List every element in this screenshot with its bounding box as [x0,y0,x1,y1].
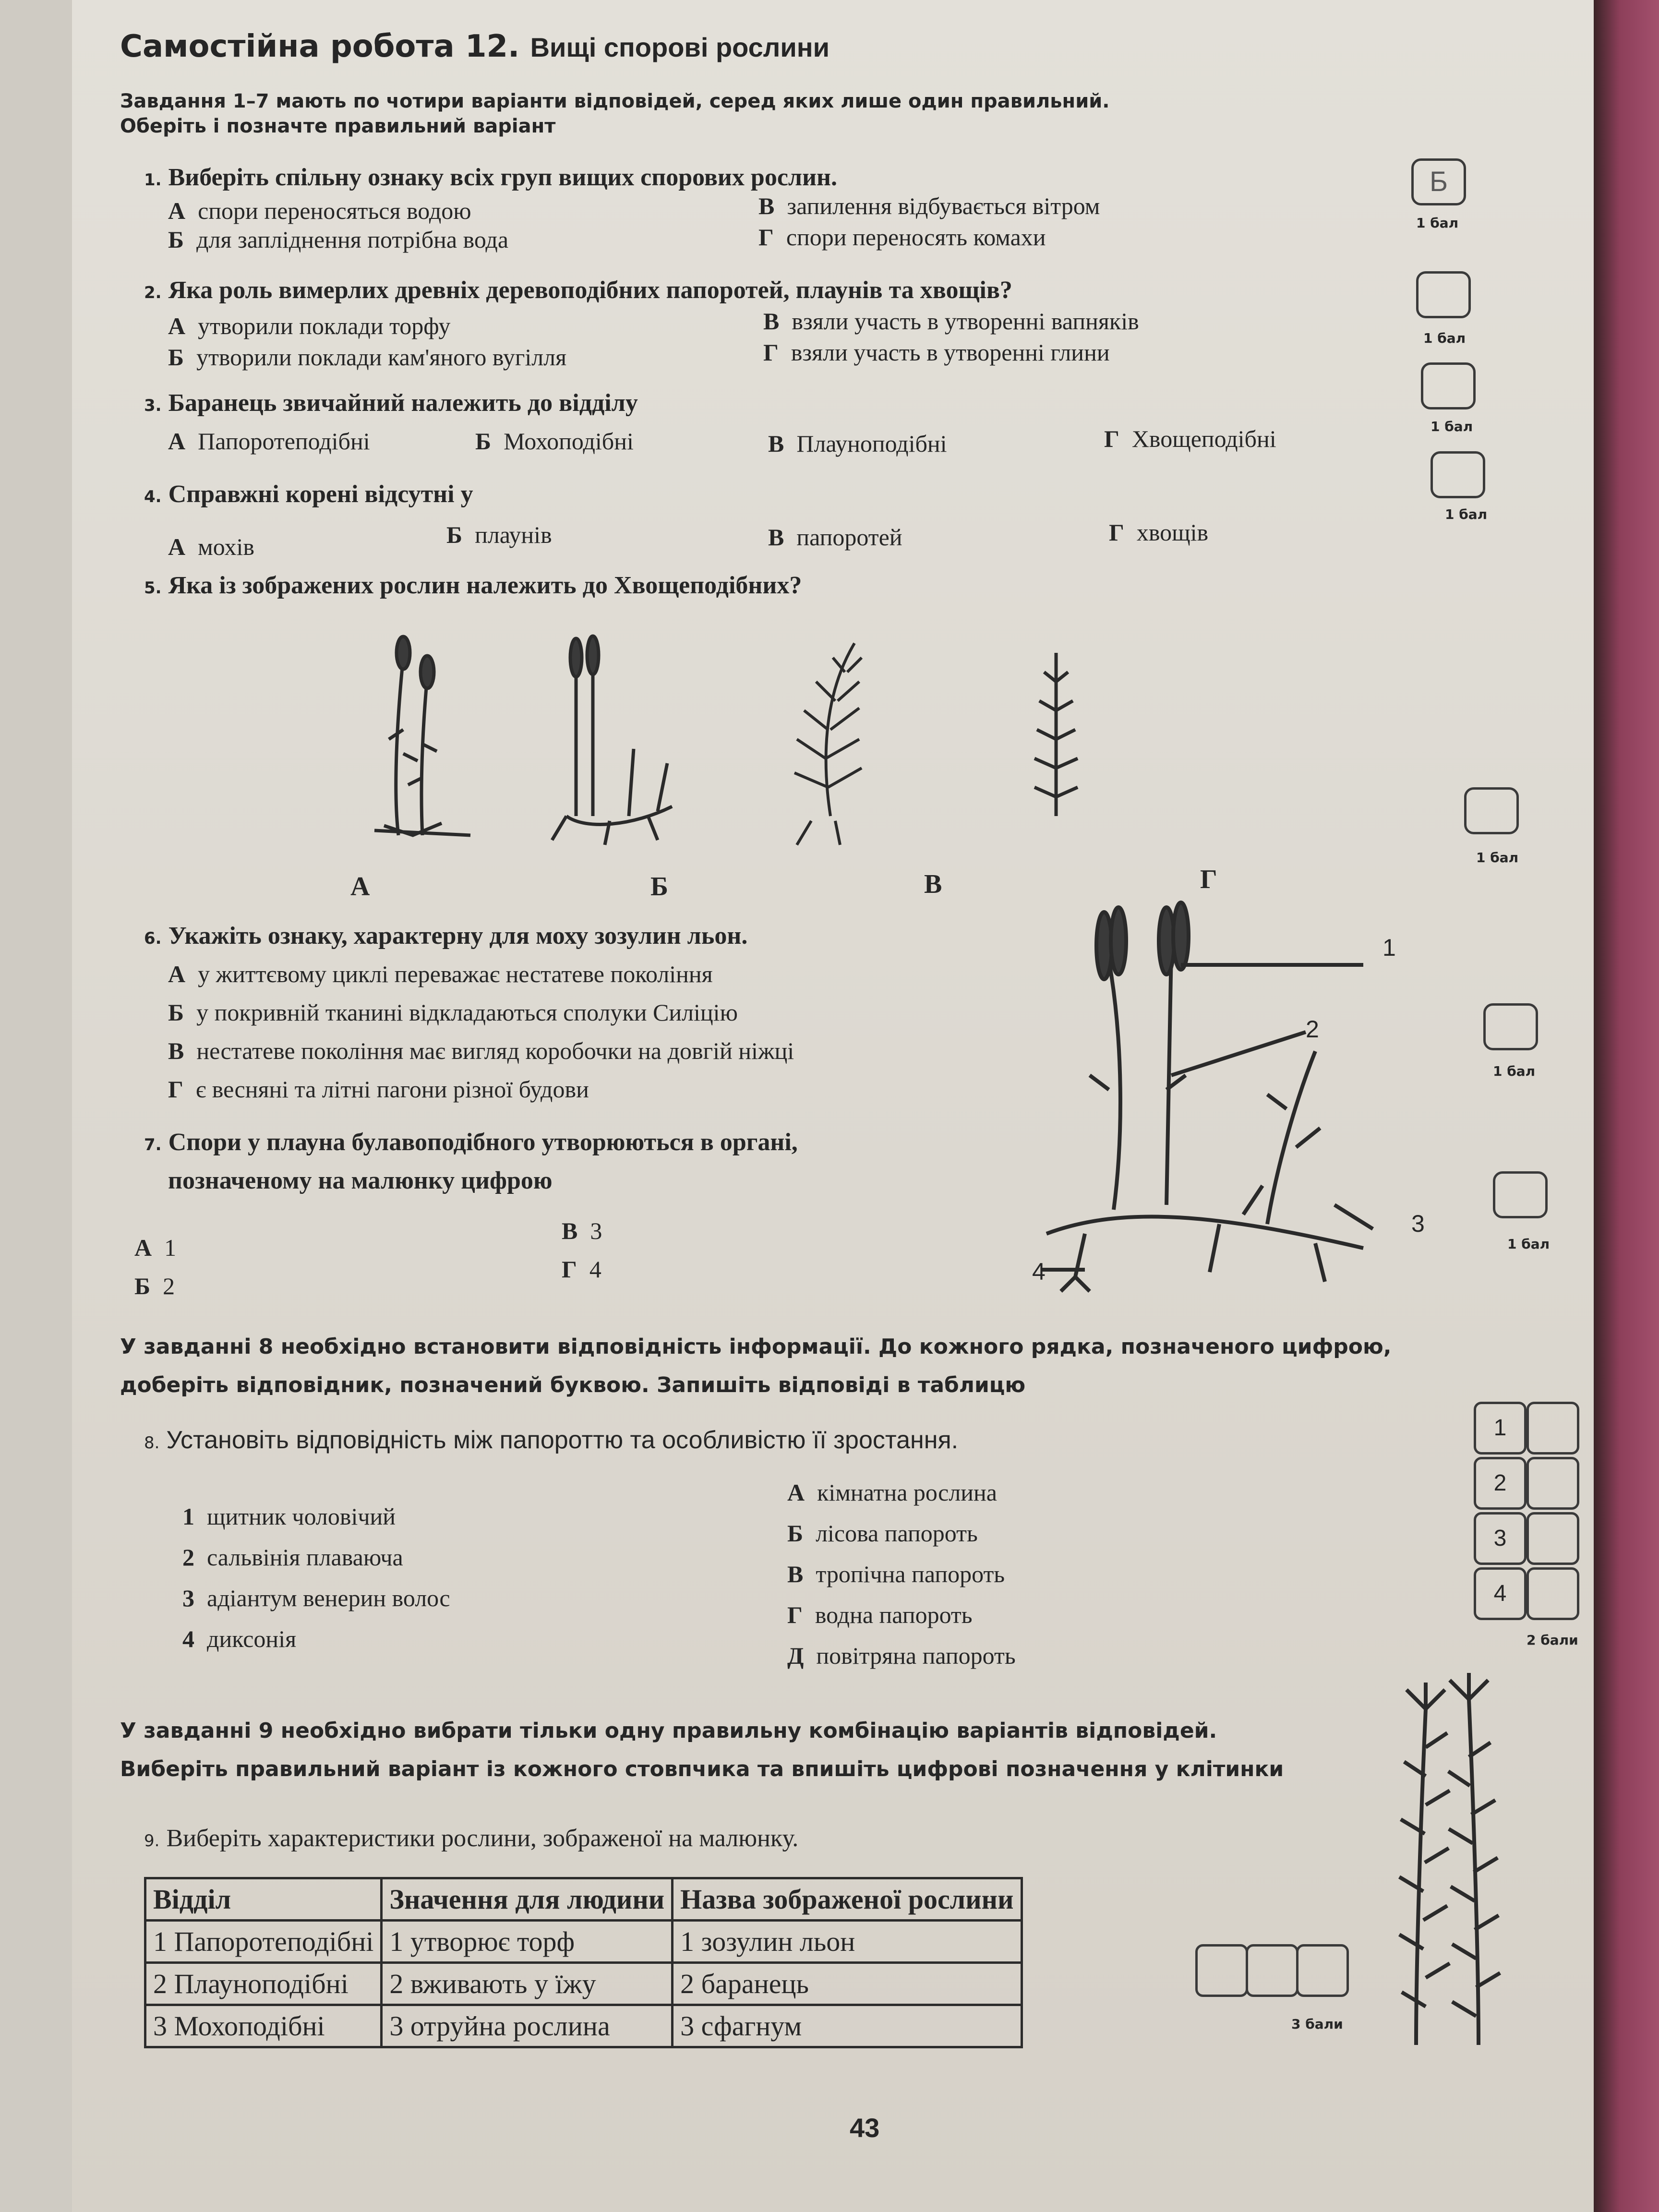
q1-option-a[interactable]: А спори переносяться водою [168,197,471,224]
q8-row1-number: 1 [1493,1415,1507,1441]
question-8: 8. Установіть відповідність між папороттю та особливістю її зростання. [144,1426,959,1454]
q1-answer-box[interactable] [1411,158,1466,205]
q8-left-4: 4 диксонія [182,1625,297,1652]
q9-col-header-name: Назва зображеної рослини [673,1878,1022,1921]
q9-answer-box-1[interactable] [1195,1944,1248,1997]
q3-score: 1 бал [1431,419,1473,434]
q7-option-g[interactable]: Г 4 [562,1256,601,1283]
q6-option-g[interactable]: Г є весняні та літні пагони різної будови [168,1076,589,1103]
figure-label-b: Б [650,872,669,902]
q1-option-v[interactable]: В запилення відбувається вітром [758,192,1100,219]
q8-left-3: 3 адіантум венерин волос [182,1585,450,1611]
question-9: 9. Виберіть характеристики рослини, зображеної на малюнку. [144,1825,799,1852]
book-cover-edge [1594,0,1659,2212]
section8-instruction-1: У завданні 8 необхідно встановити відповідність інформації. До кожного рядка, позначеного цифрою, [120,1334,1392,1359]
section9-instruction-1: У завданні 9 необхідно вибрати тільки одну правильну комбінацію варіантів відповідей. [120,1719,1217,1743]
plant-g-drawing [1034,653,1078,816]
q6-option-v[interactable]: В нестатеве покоління має вигляд коробочки на довгій ніжці [168,1037,794,1064]
figure-label-v: В [924,869,942,899]
q4-option-v[interactable]: В папоротей [768,524,902,551]
table-row [145,1921,1022,1963]
q9-table [144,1877,1023,2048]
plant-v-drawing [794,643,862,845]
q8-row4-answer-box[interactable] [1527,1567,1579,1620]
q3-option-v[interactable]: В Плауноподібні [768,430,947,457]
question-4: 4. Справжні корені відсутні у [144,481,473,508]
q2-option-a[interactable]: А утворили поклади торфу [168,313,451,339]
q9-col-header-division: Відділ [145,1878,382,1921]
question-7-line2: позначеному на малюнку цифрою [168,1167,553,1194]
q3-option-a[interactable]: А Папоротеподібні [168,428,370,455]
q7-answer-box[interactable] [1493,1171,1548,1218]
page-number: 43 [850,2113,880,2143]
q2-score: 1 бал [1423,330,1466,346]
q4-answer-box[interactable] [1431,451,1485,498]
q9-score: 3 бали [1291,2016,1343,2032]
q1-handwritten-answer: Б [1429,166,1448,197]
question-3: 3. Баранець звичайний належить до відділу [144,389,638,417]
table-cell: 1 утворює торф [382,1921,673,1963]
q9-table-header-row [145,1878,1022,1921]
q5-plant-drawings [288,634,1344,854]
q8-row3-answer-box[interactable] [1527,1512,1579,1565]
workbook-page [72,0,1594,2212]
question-7-line1: 7. Спори у плауна булавоподібного утворюються в органі, [144,1129,798,1156]
q7-score: 1 бал [1507,1236,1550,1252]
plant-a-drawing [374,637,470,835]
instruction-1: Завдання 1–7 мають по чотири варіанти відповідей, серед яких лише один правильний. [120,90,1110,112]
q8-row1-answer-box[interactable] [1527,1402,1579,1455]
question-5: 5. Яка із зображених рослин належить до Хвощеподібних? [144,572,802,599]
q8-row2-answer-box[interactable] [1527,1457,1579,1510]
q7-callout-2: 2 [1306,1016,1319,1043]
table-cell: 1 Папоротеподібні [145,1921,382,1963]
q7-option-b[interactable]: Б 2 [134,1273,175,1299]
q8-left-1: 1 щитник чоловічий [182,1503,396,1530]
table-cell: 2 Плауноподібні [145,1963,382,2005]
q2-answer-box[interactable] [1416,271,1471,318]
q5-answer-box[interactable] [1464,787,1519,834]
q8-score: 2 бали [1527,1632,1578,1648]
question-6: 6. Укажіть ознаку, характерну для моху зозулин льон. [144,922,748,950]
question-1: 1. Виберіть спільну ознаку всіх груп вищих спорових рослин. [144,164,837,191]
q8-right-d: Д повітряна папороть [787,1642,1016,1669]
q5-score: 1 бал [1476,850,1519,866]
q8-right-g: Г водна папороть [787,1601,973,1628]
q6-score: 1 бал [1493,1063,1536,1079]
section8-instruction-2: доберіть відповідник, позначений буквою. Запишіть відповіді в таблицю [120,1373,1026,1397]
q7-option-a[interactable]: А 1 [134,1234,177,1261]
table-cell: 2 вживають у їжу [382,1963,673,2005]
table-cell: 3 Мохоподібні [145,2005,382,2047]
q1-option-b[interactable]: Б для запліднення потрібна вода [168,226,509,253]
figure-label-a: А [350,872,370,902]
table-cell: 2 баранець [673,1963,1022,2005]
q1-option-g[interactable]: Г спори переносять комахи [758,224,1046,251]
plant-b-drawing [552,636,672,845]
q4-option-a[interactable]: А мохів [168,533,255,560]
figure-label-g: Г [1200,865,1217,894]
q6-option-b[interactable]: Б у покривній тканині відкладаються сполуки Силіцію [168,999,738,1026]
section9-instruction-2: Виберіть правильний варіант із кожного стовпчика та впишіть цифрові позначення у клітинки [120,1757,1284,1781]
table-cell: 1 зозулин льон [673,1921,1022,1963]
q3-answer-box[interactable] [1421,362,1476,409]
q2-option-g[interactable]: Г взяли участь в утворенні глини [763,339,1110,366]
q9-answer-box-3[interactable] [1296,1944,1349,1997]
q9-col-header-value: Значення для людини [382,1878,673,1921]
q6-option-a[interactable]: А у життєвому циклі переважає нестатеве покоління [168,961,713,987]
q7-club-moss-drawing [1027,898,1402,1310]
instruction-2: Оберіть і позначте правильний варіант [120,115,556,137]
q7-callout-1: 1 [1382,934,1396,961]
q7-callout-3: 3 [1411,1210,1425,1237]
q3-option-g[interactable]: Г Хвощеподібні [1104,425,1276,452]
q7-callout-4: 4 [1032,1258,1046,1285]
question-2: 2. Яка роль вимерлих древніх деревоподібних папоротей, плаунів та хвощів? [144,276,1012,304]
table-row [145,2005,1022,2047]
q3-option-b[interactable]: Б Мохоподібні [475,428,634,455]
q8-row4-number: 4 [1493,1581,1507,1606]
q4-option-b[interactable]: Б плаунів [446,521,552,548]
q4-option-g[interactable]: Г хвощів [1109,519,1209,546]
table-cell: 3 сфагнум [673,2005,1022,2047]
q9-moss-drawing [1368,1671,1536,2055]
q8-left-2: 2 сальвінія плаваюча [182,1544,403,1571]
q2-option-b[interactable]: Б утворили поклади кам'яного вугілля [168,344,567,371]
q8-row2-number: 2 [1493,1470,1507,1496]
q6-answer-box[interactable] [1483,1003,1538,1050]
q9-answer-box-2[interactable] [1246,1944,1298,1997]
table-row [145,1963,1022,2005]
q7-option-v[interactable]: В 3 [562,1217,602,1244]
page-title: Самостійна робота 12. Вищі спорові рослини [120,29,830,64]
q8-row3-number: 3 [1493,1526,1507,1551]
q2-option-v[interactable]: В взяли участь в утворенні вапняків [763,308,1139,335]
q8-right-v: В тропічна папороть [787,1561,1005,1587]
q8-right-a: А кімнатна рослина [787,1479,997,1506]
q8-right-b: Б лісова папороть [787,1520,978,1547]
table-cell: 3 отруйна рослина [382,2005,673,2047]
q4-score: 1 бал [1445,506,1488,522]
q1-score: 1 бал [1416,215,1459,231]
